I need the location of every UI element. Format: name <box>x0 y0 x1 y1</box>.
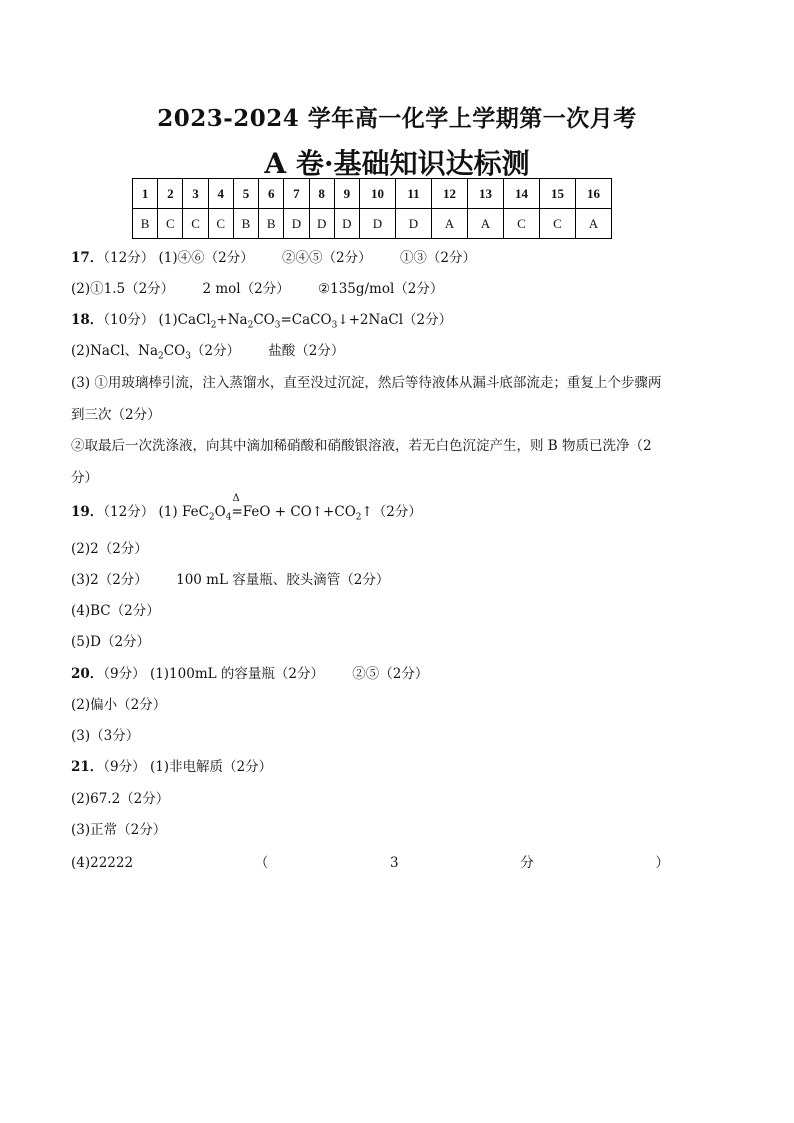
q20-part3: (3)（3分） <box>71 728 140 744</box>
answer-table-number-cell: 8 <box>309 179 334 209</box>
q19-line-3 <box>71 569 721 591</box>
answer-table-number-row <box>133 179 612 209</box>
answer-table-answer-cell: B <box>133 209 158 239</box>
page-title: 2023-2024 学年高一化学上学期第一次月考 <box>157 105 637 132</box>
q21-part4-close-paren: ） <box>655 855 669 871</box>
answer-table-answer-cell: C <box>540 209 576 239</box>
answer-table-number-cell: 15 <box>540 179 576 209</box>
q19-part3b: 100 mL 容量瓶、胶头滴管（2分） <box>176 572 390 588</box>
answer-table-answer-cell: D <box>360 209 396 239</box>
answer-table-answer-cell: C <box>504 209 540 239</box>
q18-equation: $(1)CaCl_2+Na_2CO_3=CaCO_3↓+2NaCl(2$分） <box>158 312 453 331</box>
q19-part3a: (3)2（2分） <box>71 572 148 588</box>
q17-part2b: 2 mol（2分） <box>202 281 290 297</box>
answer-table-number-cell: 10 <box>360 179 396 209</box>
answer-table-number-cell: 2 <box>158 179 183 209</box>
q21-part4-answer: (4)22222 <box>71 855 134 871</box>
answer-table-number-cell: 11 <box>396 179 432 209</box>
q19-part4: (4)BC（2分） <box>71 603 160 619</box>
answer-table <box>132 178 612 239</box>
answer-table-number-cell: 13 <box>468 179 504 209</box>
q20-line-1 <box>71 663 721 685</box>
q19-line-1 <box>71 493 721 529</box>
answer-table-answer-cell: C <box>183 209 208 239</box>
q17-part2a: (2)①1.5（2分） <box>71 281 175 297</box>
q21-number: 21． <box>71 759 104 775</box>
q21-part4-score: 3 <box>389 855 399 871</box>
q19-equation: (1) $FeC_2O_4$ Δ $=FeO + CO↑+CO_2↑(2$分） <box>159 504 422 520</box>
answer-table-answer-row <box>133 209 612 239</box>
q18-part3a: (3) ①用玻璃棒引流，注入蒸馏水，直至没过沉淀，然后等待液体从漏斗底部流走；重复上个步骤两到三次（2分） <box>71 375 662 423</box>
answer-table-number-cell: 9 <box>334 179 359 209</box>
q21-part3: (3)正常（2分） <box>71 822 167 838</box>
answer-table-answer-cell: A <box>576 209 612 239</box>
q20-part2: (2)偏小（2分） <box>71 697 167 713</box>
answer-table-number-cell: 6 <box>259 179 284 209</box>
q20-part1a: (1)100mL 的容量瓶（2分） <box>149 666 324 682</box>
answer-table-number-cell: 16 <box>576 179 612 209</box>
q20-number: 20． <box>71 666 104 682</box>
q21-part2: (2)67.2（2分） <box>71 791 170 807</box>
q18-number: 18． <box>71 312 104 328</box>
q17-number: 17． <box>71 250 104 266</box>
answer-table-number-cell: 1 <box>133 179 158 209</box>
answer-table-answer-cell: C <box>158 209 183 239</box>
q18-line-2 <box>71 340 721 368</box>
q17-points: （12分） <box>103 250 155 266</box>
q18-part2b: 盐酸（2分） <box>268 343 345 359</box>
answer-table-answer-cell: C <box>208 209 233 239</box>
answer-table-number-cell: 14 <box>504 179 540 209</box>
q17-part1c: ①③（2分） <box>399 250 477 266</box>
q21-points: （9分） <box>103 759 146 775</box>
q21-part4-unit: 分 <box>520 855 534 871</box>
q21-part1: (1)非电解质（2分） <box>149 759 273 775</box>
q17-part2c: ②135g/mol（2分） <box>318 281 444 297</box>
q18-part3b: ②取最后一次洗涤液，向其中滴加稀硝酸和硝酸银溶液，若无白色沉淀产生，则 B 物质已洗净（2分） <box>71 438 652 486</box>
answer-table-number-cell: 4 <box>208 179 233 209</box>
answer-table-answer-cell: A <box>468 209 504 239</box>
q20-part1b: ②⑤（2分） <box>352 666 429 682</box>
q17-part1a: (1)④⑥（2分） <box>158 250 254 266</box>
heat-delta-symbol: Δ <box>232 493 240 504</box>
q19-points: （12分） <box>103 504 155 520</box>
q20-points: （9分） <box>103 666 146 682</box>
q18-part2a: (2)NaCl、$Na_2CO_3(2$分） <box>71 343 240 362</box>
answer-table-number-cell: 7 <box>284 179 309 209</box>
answer-table-answer-cell: D <box>284 209 309 239</box>
q19-part5: (5)D（2分） <box>71 634 151 650</box>
answer-table-answer-cell: B <box>233 209 258 239</box>
answer-table-number-cell: 12 <box>432 179 468 209</box>
q19-number: 19． <box>71 504 104 520</box>
q21-line-1 <box>71 756 721 778</box>
q18-line-1 <box>71 309 721 337</box>
page-subtitle: A 卷·基础知识达标测 <box>264 147 530 180</box>
q17-line-2 <box>71 278 721 300</box>
q21-line-4 <box>71 852 669 874</box>
q17-line-1 <box>71 247 721 269</box>
q18-points: （10分） <box>103 312 155 328</box>
answer-table-number-cell: 5 <box>233 179 258 209</box>
q21-part4-open-paren: （ <box>254 855 269 871</box>
answer-table-number-cell: 3 <box>183 179 208 209</box>
q19-part2: (2)2（2分） <box>71 541 148 557</box>
answer-table-answer-cell: A <box>432 209 468 239</box>
q17-part1b: ②④⑤（2分） <box>282 250 372 266</box>
answer-table-answer-cell: D <box>396 209 432 239</box>
answer-table-answer-cell: B <box>259 209 284 239</box>
answer-table-answer-cell: D <box>334 209 359 239</box>
answer-table-answer-cell: D <box>309 209 334 239</box>
